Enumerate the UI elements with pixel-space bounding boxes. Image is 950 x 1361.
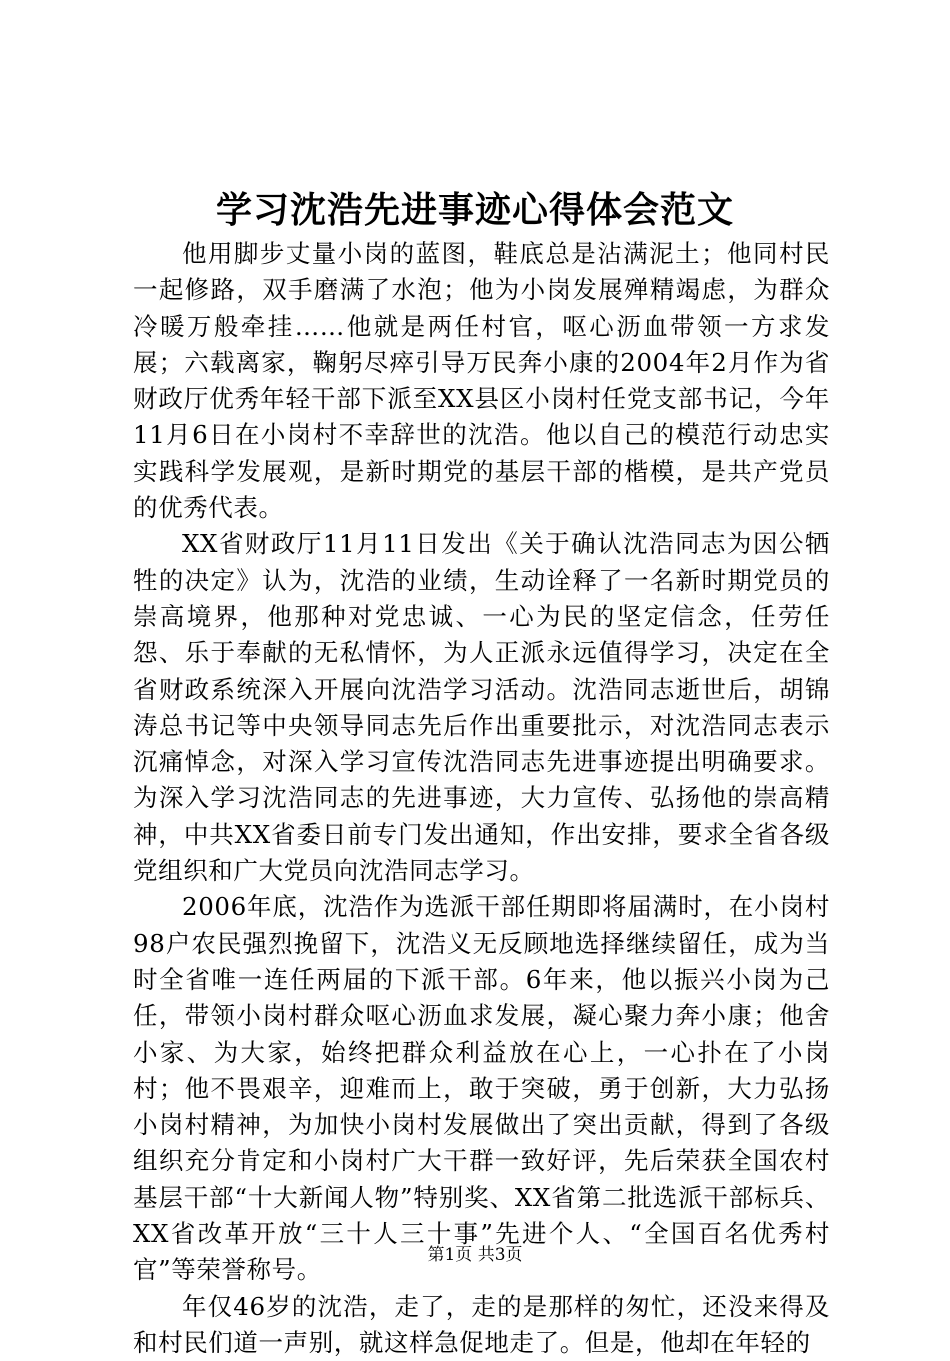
document-title: 学习沈浩先进事迹心得体会范文 bbox=[215, 189, 734, 231]
paragraph-1: 他用脚步丈量小岗的蓝图，鞋底总是沾满泥土；他同村民一起修路，双手磨满了水泡；他为小岗发展殚精竭虑，为群众冷暖万般牵挂……他就是两任村官，呕心沥血带领一方求发展；六载离家，鞠躬尽瘁引导万民奔小康的2004年2月作为省财政厅优秀年轻干部下派至XX县区小岗村任党支部书记，今年11月6日在小岗村不幸辞世的沈浩。他以自己的模范行动忠实实践科学发展观，是新时期党的基层干部的楷模，是共产党员的优秀代表。 bbox=[133, 239, 830, 523]
paragraph-3: 2006年底，沈浩作为选派干部任期即将届满时，在小岗村98户农民强烈挽留下，沈浩义无反顾地选择继续留任，成为当时全省唯一连任两届的下派干部。6年来，他以振兴小岗为己任，带领小岗村群众呕心沥血求发展，凝心聚力奔小康；他舍小家、为大家，始终把群众利益放在心上，一心扑在了小岗村；他不畏艰辛，迎难而上，敢于突破，勇于创新，大力弘扬小岗村精神，为加快小岗村发展做出了突出贡献，得到了各级组织充分肯定和小岗村广大干群一致好评，先后荣获全国农村基层干部“十大新闻人物”特别奖、XX省第二批选派干部标兵、XX省改革开放“三十人三十事”先进个人、“全国百名优秀村官”等荣誉称号。 bbox=[133, 892, 830, 1285]
paragraph-4: 年仅46岁的沈浩，走了，走的是那样的匆忙，还没来得及和村民们道一声别，就这样急促地走了。但是，他却在年轻的 bbox=[133, 1291, 830, 1357]
page-number-footer: 第1页 共3页 bbox=[427, 1245, 523, 1265]
paragraph-2: XX省财政厅11月11日发出《关于确认沈浩同志为因公牺牲的决定》认为，沈浩的业绩，生动诠释了一名新时期党员的崇高境界，他那种对党忠诚、一心为民的坚定信念，任劳任怨、乐于奉献的无私情怀，为人正派永远值得学习，决定在全省财政系统深入开展向沈浩学习活动。沈浩同志逝世后，胡锦涛总书记等中央领导同志先后作出重要批示，对沈浩同志表示沉痛悼念，对深入学习宣传沈浩同志先进事迹提出明确要求。为深入学习沈浩同志的先进事迹，大力宣传、弘扬他的崇高精神，中共XX省委日前专门发出通知，作出安排，要求全省各级党组织和广大党员向沈浩同志学习。 bbox=[133, 529, 830, 886]
document-body bbox=[133, 236, 830, 1361]
